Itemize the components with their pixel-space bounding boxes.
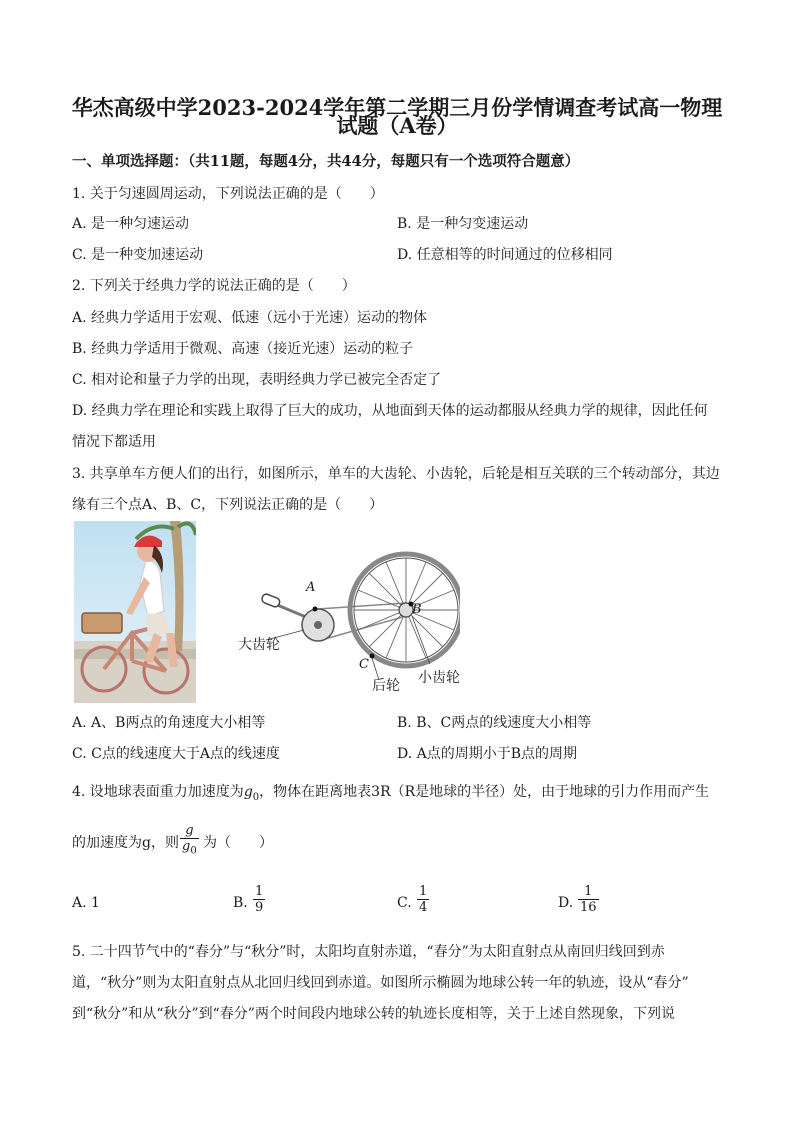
question-1-option-d: D. 任意相等的时间通过的位移相同 [397,247,613,263]
rear-wheel-label: 后轮 [372,678,400,694]
question-3-stem-line-2: 缘有三个点A、B、C，下列说法正确的是（ ） [72,497,384,513]
question-1-option-c: C. 是一种变加速运动 [72,247,204,263]
pedal [261,593,281,608]
question-3-stem-line-1: 3. 共享单车方便人们的出行，如图所示，单车的大齿轮、小齿轮，后轮是相互关联的三个转动部分，其边 [72,466,720,482]
question-4-option-b-label: B. [233,895,248,911]
point-a-marker [313,607,318,612]
big-gear-hub [314,621,322,629]
question-2-option-b: B. 经典力学适用于微观、高速（接近光速）运动的粒子 [72,341,414,357]
question-4-stem-line-1: 4. 设地球表面重力加速度为$g_0$，物体在距离地表3R（R是地球的半径）处，由于地球的引力作用而产生 [72,784,710,803]
question-5-line-2: 道，“秋分”则为太阳直射点从北回归线回到赤道。如图所示椭圆为地球公转一年的轨迹，设从“春分” [72,975,689,991]
ratio-fraction: g $g_0$ [182,823,197,857]
question-1-stem: 1. 关于匀速圆周运动，下列说法正确的是（ ） [72,186,384,202]
point-c-label: C [359,657,369,672]
question-3-option-b: B. B、C两点的线速度大小相等 [397,715,592,731]
point-b-label: B [412,602,422,617]
page-title: 华杰高级中学2023-2024学年第二学期三月份学情调查考试高一物理 [71,95,723,120]
question-4-option-c-fraction: 1 4 [419,884,428,915]
question-4-option-b-fraction: 1 9 [255,884,264,915]
question-2-option-a: A. 经典力学适用于宏观、低速（远小于光速）运动的物体 [72,310,428,326]
small-gear-label: 小齿轮 [418,670,460,686]
question-1-option-a: A. 是一种匀速运动 [72,216,190,232]
page-subtitle: 试题（A卷） [336,113,458,138]
section-header: 一、单项选择题：（共11题，每题4分，共44分，每题只有一个选项符合题意） [72,153,580,170]
question-3-option-c: C. C点的线速度大于A点的线速度 [72,746,280,762]
point-a-label: A [306,580,316,595]
big-gear-label: 大齿轮 [238,637,280,653]
point-c-marker [370,654,375,659]
chain-top [318,603,406,609]
question-5-line-3: 到“秋分”和从“秋分”到“春分”两个时间段内地球公转的轨迹长度相等，关于上述自然现象，下列说 [72,1006,675,1022]
question-3-option-d: D. A点的周期小于B点的周期 [397,746,578,762]
question-2-stem: 2. 下列关于经典力学的说法正确的是（ ） [72,278,356,294]
question-4-option-d-fraction: 1 16 [580,884,597,915]
question-2-option-d-continued: 情况下都适用 [72,434,156,450]
cyclist-photo [74,521,196,703]
question-4-option-c-label: C. [397,895,412,911]
question-4-stem-line-2-end: 为（ ） [203,835,273,851]
question-4-option-a: A. 1 [72,895,100,911]
question-1-option-b: B. 是一种匀变速运动 [397,216,529,232]
question-2-option-c: C. 相对论和量子力学的出现，表明经典力学已被完全否定了 [72,372,442,388]
question-2-option-d: D. 经典力学在理论和实践上取得了巨大的成功，从地面到天体的运动都服从经典力学的规律，因此任何 [72,403,708,419]
question-3-option-a: A. A、B两点的角速度大小相等 [72,715,266,731]
small-gear-leader [412,616,430,664]
question-5-line-1: 5. 二十四节气中的“春分”与“秋分”时，太阳均直射赤道，“春分”为太阳直射点从南回归线回到赤 [72,944,665,960]
question-4-stem-line-2-start: 的加速度为g，则 [72,835,179,851]
question-4-option-d-label: D. [558,895,574,911]
